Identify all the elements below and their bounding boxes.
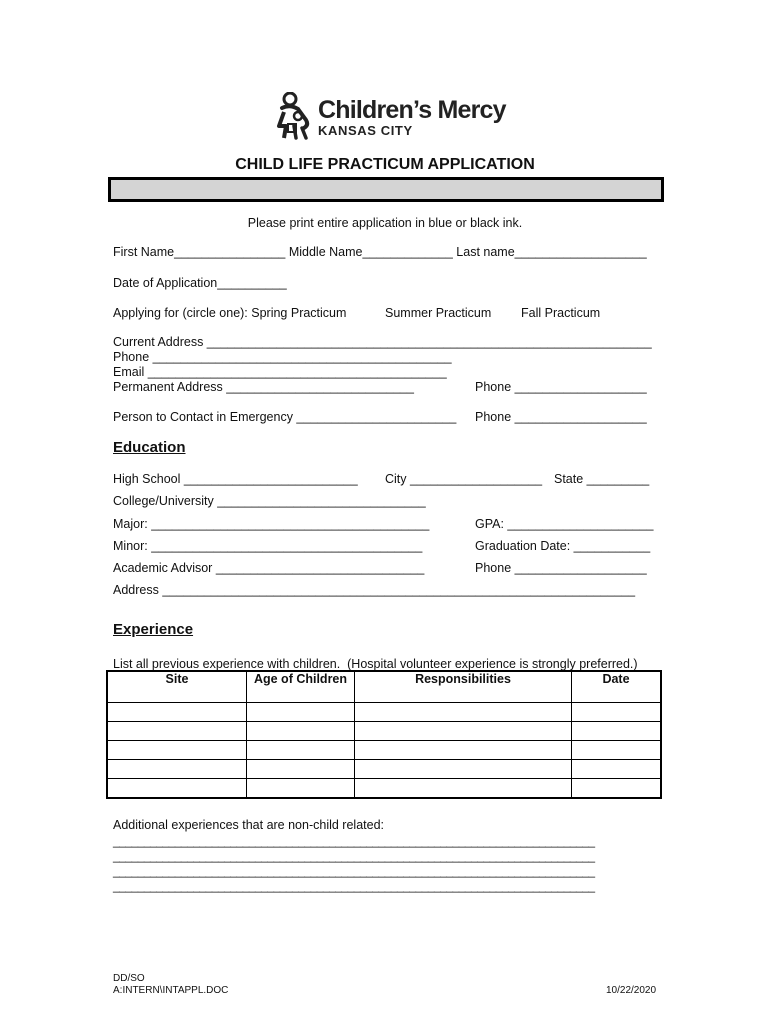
table-cell[interactable] bbox=[355, 779, 572, 799]
state-field[interactable]: State _________ bbox=[554, 472, 650, 486]
additional-experiences-label: Additional experiences that are non-child related: bbox=[113, 818, 385, 832]
table-cell[interactable] bbox=[247, 741, 355, 760]
table-cell[interactable] bbox=[107, 703, 247, 722]
emergency-phone-field[interactable]: Phone ___________________ bbox=[475, 410, 647, 424]
minor-field[interactable]: Minor: _______________________________________ bbox=[113, 539, 423, 553]
name-field[interactable]: First Name________________ Middle Name_____________ Last name___________________ bbox=[113, 245, 647, 259]
table-cell[interactable] bbox=[107, 779, 247, 799]
ink-instructions: Please print entire application in blue or black ink. bbox=[247, 216, 523, 230]
education-heading: Education bbox=[113, 439, 186, 456]
table-cell[interactable] bbox=[572, 722, 662, 741]
experience-table bbox=[106, 670, 662, 799]
table-cell[interactable] bbox=[247, 760, 355, 779]
childrens-mercy-logo bbox=[276, 92, 506, 142]
college-field[interactable]: College/University ______________________________ bbox=[113, 494, 426, 508]
additional-line[interactable]: ______________________________________________________________________________ bbox=[113, 849, 595, 863]
table-cell[interactable] bbox=[247, 703, 355, 722]
footer-code: DD/SO bbox=[113, 973, 145, 984]
page-title: CHILD LIFE PRACTICUM APPLICATION bbox=[235, 156, 535, 173]
column-header-site: Site bbox=[107, 671, 247, 703]
logo-name: Children’s Mercy bbox=[318, 96, 506, 124]
table-cell[interactable] bbox=[355, 760, 572, 779]
academic-advisor-field[interactable]: Academic Advisor ______________________________ bbox=[113, 561, 425, 575]
phone-field[interactable]: Phone ___________________________________________ bbox=[113, 350, 452, 364]
table-cell[interactable] bbox=[572, 779, 662, 799]
table-row bbox=[107, 741, 661, 760]
additional-line[interactable]: ______________________________________________________________________________ bbox=[113, 864, 595, 878]
table-cell[interactable] bbox=[247, 779, 355, 799]
table-cell[interactable] bbox=[355, 722, 572, 741]
column-header-age: Age of Children bbox=[247, 671, 355, 703]
high-school-field[interactable]: High School _________________________ bbox=[113, 472, 358, 486]
practicum-option-fall[interactable]: Fall Practicum bbox=[521, 306, 601, 320]
table-cell[interactable] bbox=[107, 722, 247, 741]
table-row bbox=[107, 722, 661, 741]
experience-instructions: List all previous experience with children. (Hospital volunteer experience is strongly preferred.) bbox=[113, 657, 638, 671]
permanent-phone-field[interactable]: Phone ___________________ bbox=[475, 380, 647, 394]
header-bar bbox=[108, 177, 664, 202]
table-row bbox=[107, 779, 661, 799]
practicum-option-summer[interactable]: Summer Practicum bbox=[385, 306, 492, 320]
table-cell[interactable] bbox=[107, 760, 247, 779]
table-row bbox=[107, 760, 661, 779]
column-header-responsibilities: Responsibilities bbox=[355, 671, 572, 703]
emergency-contact-field[interactable]: Person to Contact in Emergency _______________________ bbox=[113, 410, 457, 424]
city-field[interactable]: City ___________________ bbox=[385, 472, 543, 486]
practicum-option-spring[interactable]: Applying for (circle one): Spring Practicum bbox=[113, 306, 347, 320]
footer-date: 10/22/2020 bbox=[606, 985, 657, 996]
table-cell[interactable] bbox=[107, 741, 247, 760]
experience-heading: Experience bbox=[113, 621, 194, 638]
table-cell[interactable] bbox=[247, 722, 355, 741]
email-field[interactable]: Email ___________________________________________ bbox=[113, 365, 447, 379]
logo-city: KANSAS CITY bbox=[318, 123, 413, 138]
gpa-field[interactable]: GPA: _____________________ bbox=[475, 517, 654, 531]
additional-line[interactable]: ______________________________________________________________________________ bbox=[113, 834, 595, 848]
table-cell[interactable] bbox=[572, 760, 662, 779]
table-cell[interactable] bbox=[355, 741, 572, 760]
permanent-address-field[interactable]: Permanent Address ___________________________ bbox=[113, 380, 414, 394]
footer-file-path: A:INTERN\INTAPPL.DOC bbox=[113, 985, 229, 996]
additional-line[interactable]: ______________________________________________________________________________ bbox=[113, 879, 595, 893]
column-header-date: Date bbox=[572, 671, 662, 703]
advisor-phone-field[interactable]: Phone ___________________ bbox=[475, 561, 647, 575]
address-field[interactable]: Address ____________________________________________________________________ bbox=[113, 583, 636, 597]
graduation-date-field[interactable]: Graduation Date: ___________ bbox=[475, 539, 651, 553]
major-field[interactable]: Major: ________________________________________ bbox=[113, 517, 430, 531]
date-of-application-field[interactable]: Date of Application__________ bbox=[113, 276, 287, 290]
table-cell[interactable] bbox=[572, 741, 662, 760]
current-address-field[interactable]: Current Address ________________________________________________________________ bbox=[113, 335, 652, 349]
table-cell[interactable] bbox=[355, 703, 572, 722]
table-header-row bbox=[107, 671, 661, 703]
childrens-mercy-logo-icon bbox=[276, 92, 316, 140]
table-cell[interactable] bbox=[572, 703, 662, 722]
table-row bbox=[107, 703, 661, 722]
